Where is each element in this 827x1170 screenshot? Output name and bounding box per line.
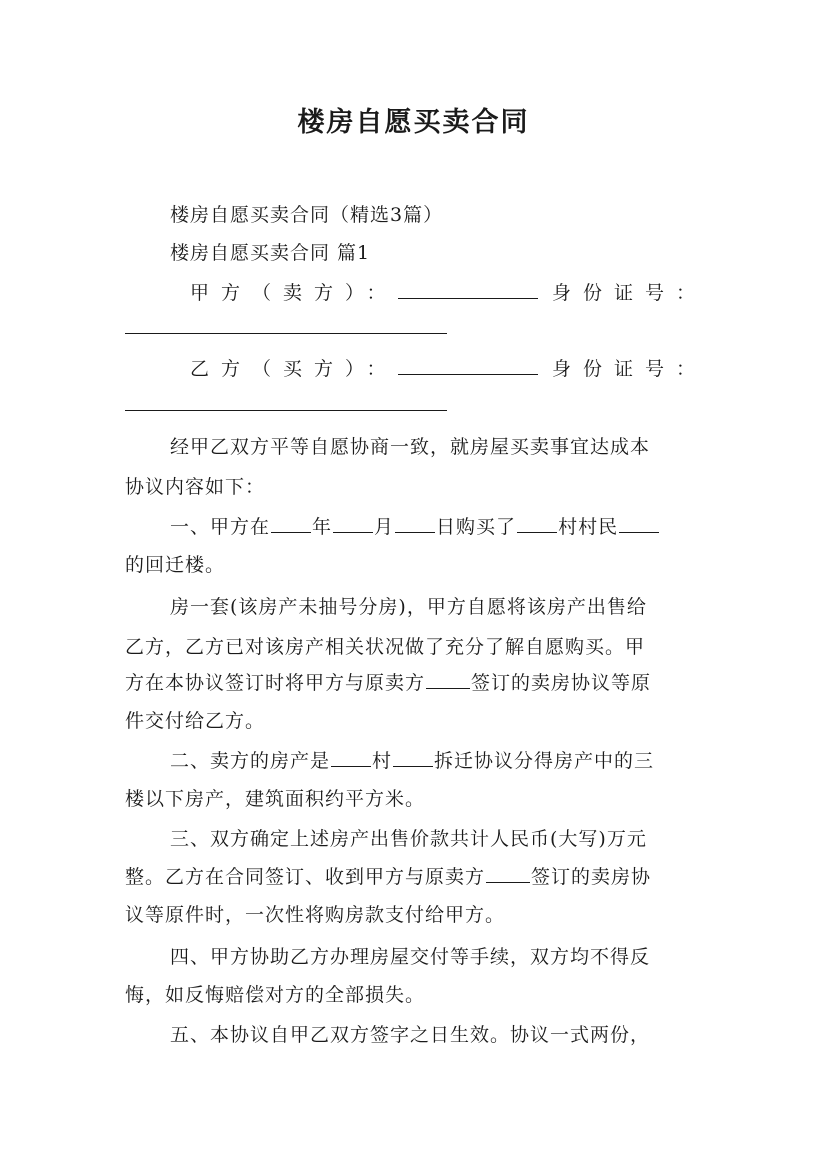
village-blank (517, 531, 557, 533)
paragraph-6-line-2: 悔，如反悔赔偿对方的全部损失。 (125, 984, 426, 1006)
paragraph-4-line-1 (170, 746, 654, 773)
party-a-id-blank (125, 333, 447, 334)
paragraph-2-line-2: 的回迁楼。 (125, 554, 226, 576)
original-seller-blank (426, 687, 470, 689)
day-blank (395, 531, 435, 533)
clause-3-text-a: 整。乙方在合同签订、收到甲方与原卖方 (125, 866, 486, 888)
villager-blank (619, 531, 659, 533)
clause-2-text-b: 村 (372, 750, 393, 772)
section-title: 楼房自愿买卖合同 篇1 (170, 242, 371, 264)
paragraph-3-line-2: 乙方，乙方已对该房产相关状况做了充分了解自愿购买。甲 (125, 636, 646, 658)
clause-1-text-e: 村村民 (558, 516, 619, 538)
paragraph-5-line-1: 三、双方确定上述房产出售价款共计人民币(大写)万元 (170, 828, 647, 850)
clause-1-text-c: 月 (374, 516, 395, 538)
party-b-id-label: 身份证号： (552, 358, 708, 380)
party-b-name-blank (398, 374, 538, 375)
party-a-id-label: 身份证号： (552, 282, 708, 304)
paragraph-6-line-1: 四、甲方协助乙方办理房屋交付等手续，双方均不得反 (170, 946, 651, 968)
year-blank (271, 531, 311, 533)
paragraph-2-line-1 (170, 512, 660, 539)
paragraph-7-line-1: 五、本协议自甲乙双方签字之日生效。协议一式两份， (170, 1024, 651, 1046)
paragraph-1-line-1: 经甲乙双方平等自愿协商一致，就房屋买卖事宜达成本 (170, 436, 651, 458)
relocation-blank (393, 765, 433, 767)
clause-1-text-a: 一、甲方在 (170, 516, 271, 538)
clause-1-text-b: 年 (312, 516, 333, 538)
party-b-label: 乙方（买方）： (190, 358, 398, 380)
page-title: 楼房自愿买卖合同 (297, 107, 530, 138)
paragraph-5-line-3: 议等原件时，一次性将购房款支付给甲方。 (125, 904, 506, 926)
clause-1-text-d: 日购买了 (436, 516, 517, 538)
clause-text-a: 方在本协议签订时将甲方与原卖方 (125, 672, 426, 694)
paragraph-1-line-2: 协议内容如下： (125, 476, 266, 498)
month-blank (333, 531, 373, 533)
clause-3-text-b: 签订的卖房协 (531, 866, 652, 888)
paragraph-3-line-4: 件交付给乙方。 (125, 710, 266, 732)
paragraph-4-line-2: 楼以下房产，建筑面积约平方米。 (125, 788, 426, 810)
intro-line: 楼房自愿买卖合同（精选3篇） (170, 204, 444, 226)
party-b-id-blank (125, 410, 447, 411)
clause-text-b: 签订的卖房协议等原 (471, 672, 652, 694)
party-a-label: 甲方（卖方）： (190, 282, 398, 304)
clause-2-text-c: 拆迁协议分得房产中的三 (434, 750, 655, 772)
paragraph-3-line-3 (125, 668, 651, 695)
paragraph-3-line-1: 房一套(该房产未抽号分房)，甲方自愿将该房产出售给 (170, 596, 647, 618)
property-village-blank (331, 765, 371, 767)
paragraph-5-line-2 (125, 862, 651, 889)
original-seller-blank-2 (486, 881, 530, 883)
clause-2-text-a: 二、卖方的房产是 (170, 750, 331, 772)
party-a-name-blank (398, 298, 538, 299)
